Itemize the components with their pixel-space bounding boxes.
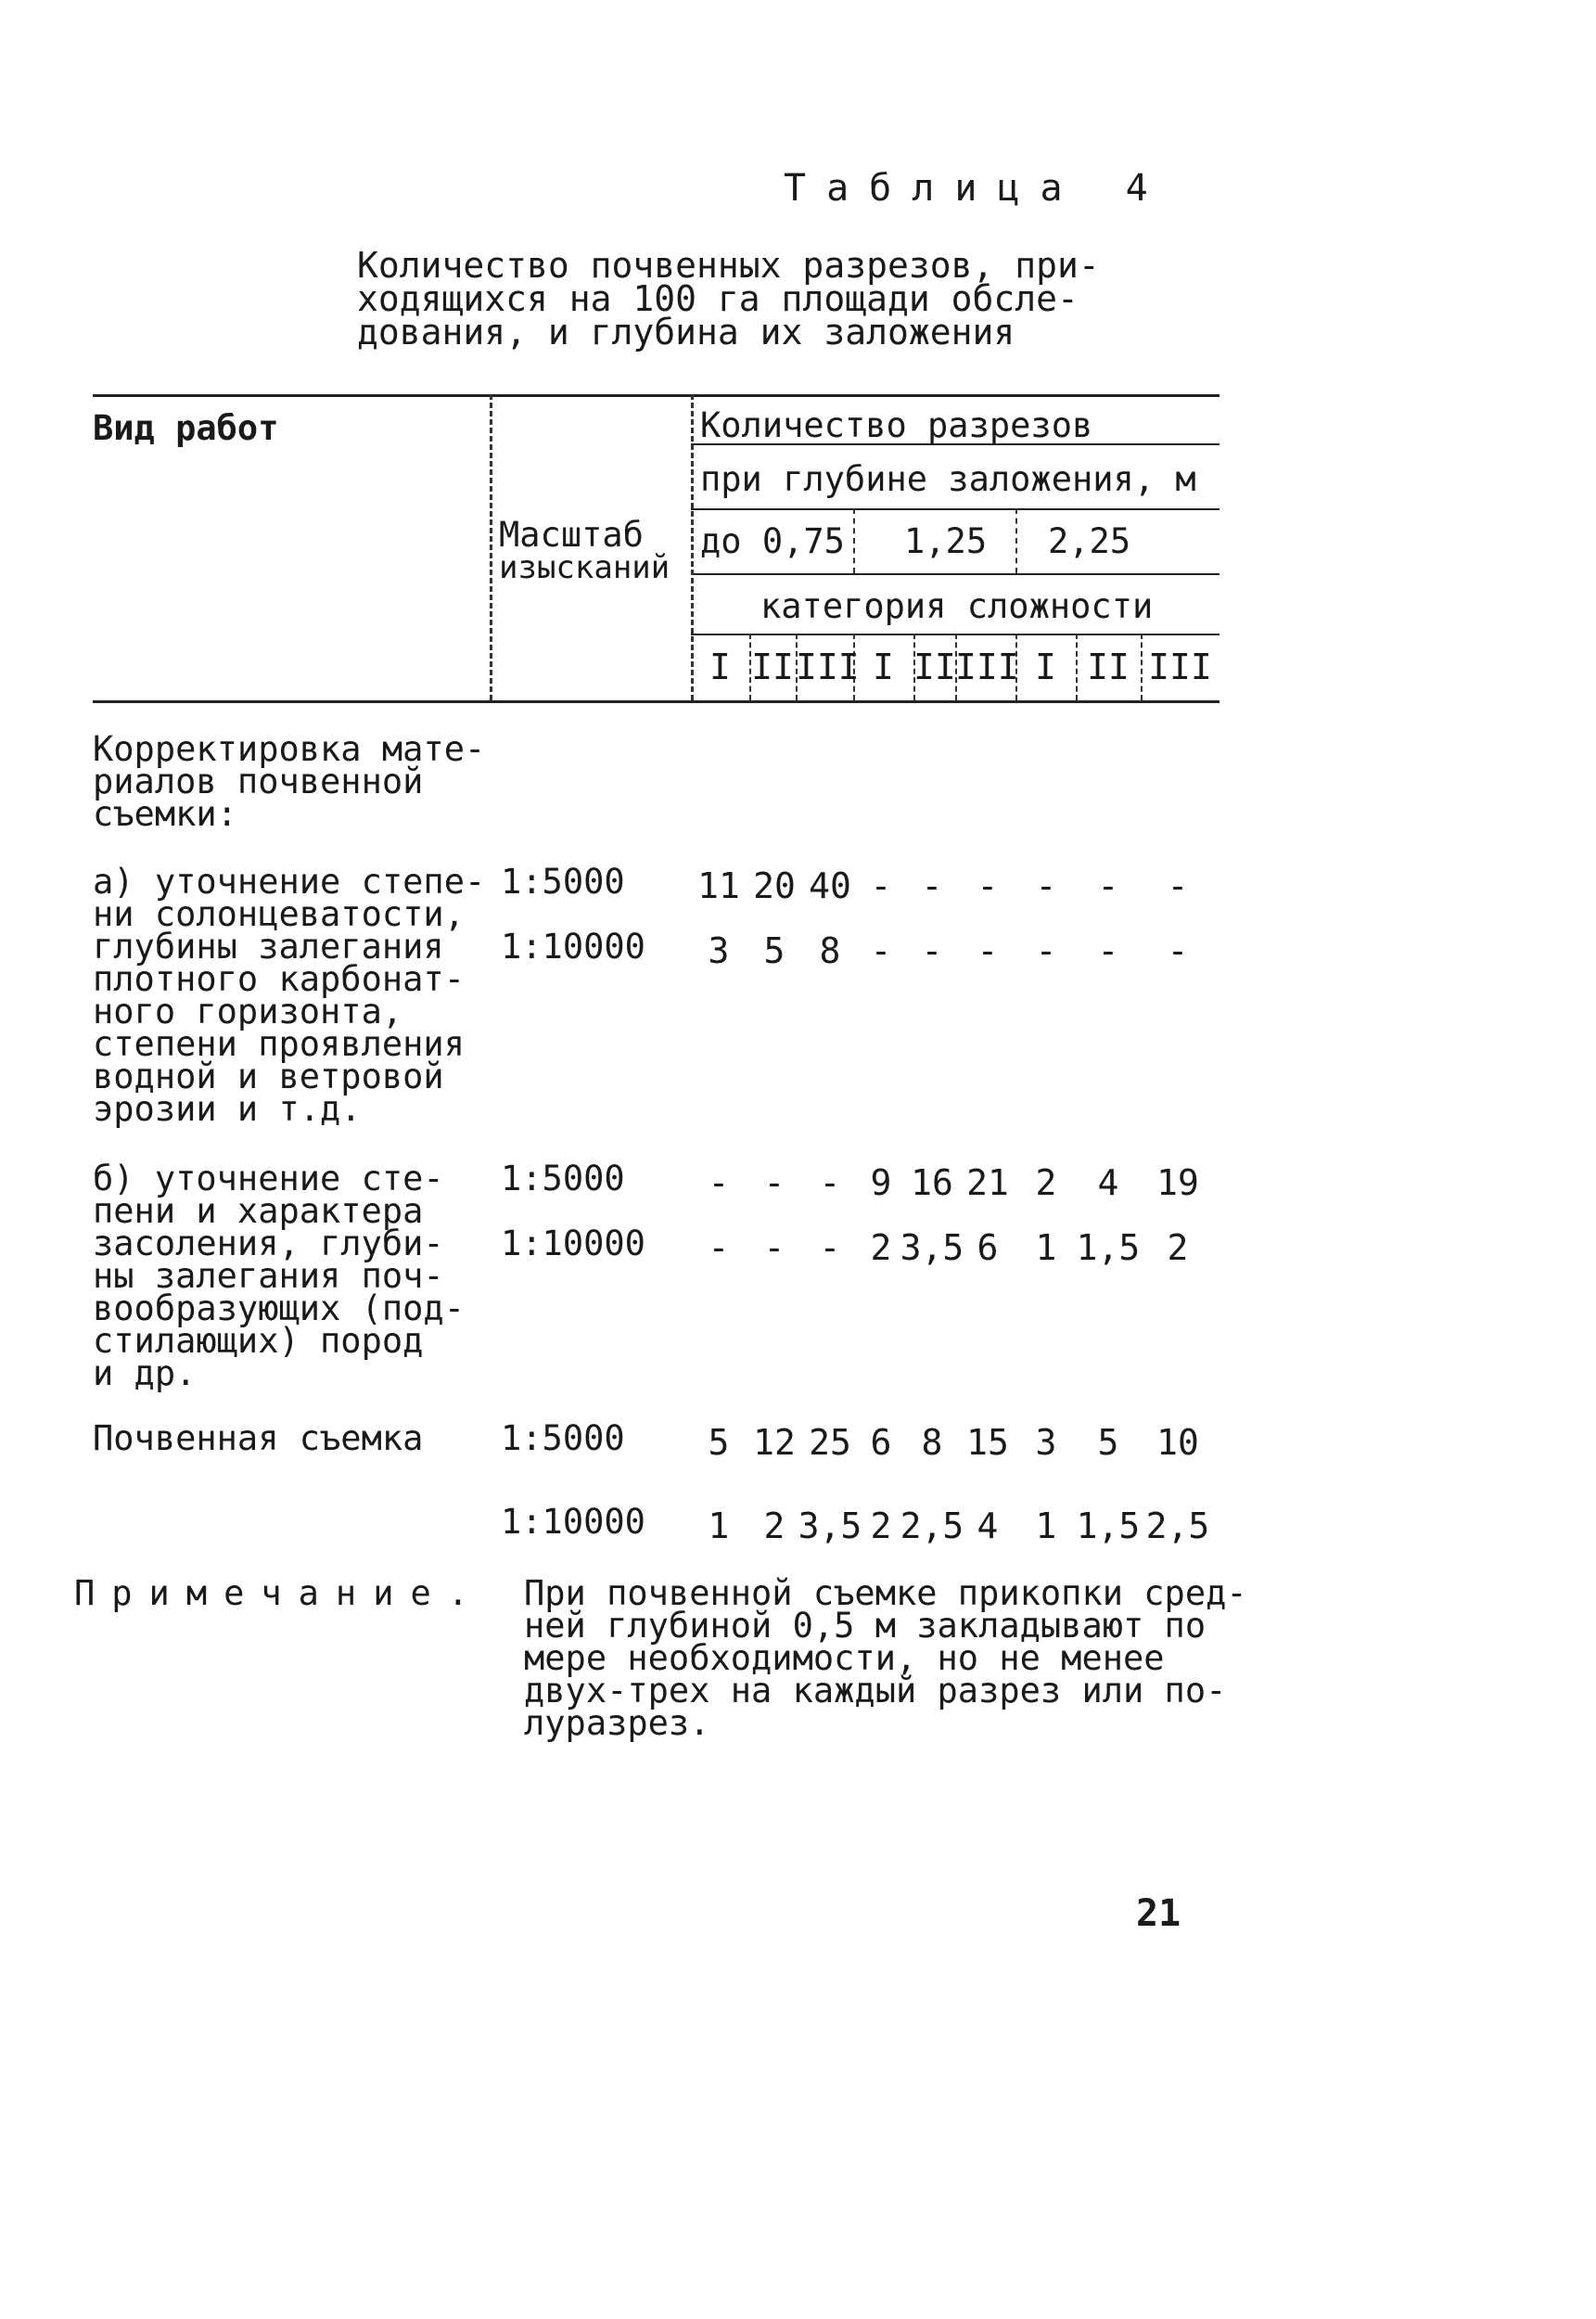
row-a-label-line: степени проявления [93, 1024, 465, 1064]
value-cell: 6 [870, 1422, 892, 1463]
row-b-scale-10000: 1:10000 [501, 1224, 645, 1263]
note-label: Примечание. [74, 1573, 486, 1613]
value-cell: 1 [1035, 1505, 1057, 1546]
value-cell: 3 [708, 930, 730, 971]
value-cell: - [1035, 930, 1057, 971]
row-c-scale-5000: 1:5000 [501, 1418, 625, 1458]
header-depth-1: до 0,75 [700, 521, 845, 561]
row-c-label: Почвенная съемка [93, 1418, 424, 1458]
note-text-line: двух-трех на каждый разрез или по- [524, 1671, 1227, 1710]
row-a-scale-5000: 1:5000 [501, 862, 625, 902]
value-cell: 12 [753, 1422, 796, 1463]
table-title-line-1: Количество почвенных разрезов, при- [357, 245, 1100, 286]
row-b-label-line: вообразующих (под- [93, 1288, 465, 1328]
value-cell: 2,5 [1145, 1505, 1210, 1546]
value-cell: - [763, 1162, 785, 1203]
value-cell: - [1097, 865, 1119, 906]
note-text-line: При почвенной съемке прикопки сред- [524, 1573, 1247, 1613]
value-cell: 2 [1035, 1162, 1057, 1203]
row-a-scale-10000: 1:10000 [501, 927, 645, 967]
category-label: III [955, 647, 1019, 687]
category-label: I [709, 647, 731, 687]
value-cell: 9 [870, 1162, 892, 1203]
note-text-line: ней глубиной 0,5 м закладывают по [524, 1606, 1207, 1646]
value-cell: 8 [921, 1422, 943, 1463]
page-number: 21 [1136, 1892, 1181, 1935]
value-cell: - [1097, 930, 1119, 971]
value-cell: 3 [1035, 1422, 1057, 1463]
value-cell: 2 [1167, 1227, 1189, 1268]
value-cell: 6 [977, 1227, 999, 1268]
row-b-label-line: б) уточнение сте- [93, 1159, 444, 1198]
row-c-scale-10000: 1:10000 [501, 1502, 645, 1542]
value-cell: 4 [1097, 1162, 1119, 1203]
row-a-label-line: водной и ветровой [93, 1057, 444, 1096]
row-a-label-line: глубины залегания [93, 927, 444, 967]
row-a-label-line: эрозии и т.д. [93, 1089, 362, 1129]
row-b-scale-5000: 1:5000 [501, 1159, 625, 1198]
row-a-label-line: ни солонцеватости, [93, 894, 465, 934]
row-b-label-line: и др. [93, 1353, 197, 1393]
value-cell: 2,5 [900, 1505, 964, 1546]
value-cell: - [1167, 865, 1189, 906]
note-text-line: мере необходимости, но не менее [524, 1638, 1165, 1678]
value-cell: 2 [763, 1505, 785, 1546]
column-divider-work [490, 394, 492, 700]
section-title-line: Корректировка мате- [93, 729, 486, 769]
value-cell: 1,5 [1076, 1227, 1141, 1268]
table-title-line-3: дования, и глубина их заложения [357, 312, 1015, 352]
value-cell: - [708, 1227, 730, 1268]
row-a-label-line: а) уточнение степе- [93, 862, 486, 902]
value-cell: - [1035, 865, 1057, 906]
value-cell: 40 [809, 865, 851, 906]
value-cell: 25 [809, 1422, 851, 1463]
header-scale-line-1: Масштаб [499, 515, 644, 555]
category-label: II [751, 647, 794, 687]
row-b-label-line: пени и характера [93, 1191, 424, 1231]
value-cell: 10 [1156, 1422, 1199, 1463]
value-cell: - [921, 865, 943, 906]
value-cell: 3,5 [900, 1227, 964, 1268]
value-cell: 3,5 [798, 1505, 862, 1546]
row-b-label-line: засоления, глуби- [93, 1224, 444, 1263]
header-depth-3: 2,25 [1048, 521, 1131, 561]
value-cell: 16 [911, 1162, 953, 1203]
value-cell: 8 [819, 930, 841, 971]
header-count: Количество разрезов [700, 405, 1093, 445]
value-cell: 20 [753, 865, 796, 906]
value-cell: 1,5 [1076, 1505, 1141, 1546]
category-label: II [1087, 647, 1130, 687]
value-cell: 11 [697, 865, 740, 906]
note-text-line: луразрез. [524, 1703, 710, 1743]
table-title-line-2: ходящихся на 100 га площади обсле- [357, 278, 1079, 319]
value-cell: 1 [1035, 1227, 1057, 1268]
value-cell: 21 [966, 1162, 1009, 1203]
column-divider-depth-2 [1015, 508, 1017, 573]
value-cell: 1 [708, 1505, 730, 1546]
value-cell: - [921, 930, 943, 971]
header-work-type: Вид работ [93, 408, 279, 448]
row-a-label-line: плотного карбонат- [93, 959, 465, 999]
value-cell: - [708, 1162, 730, 1203]
value-cell: 5 [763, 930, 785, 971]
value-cell: - [819, 1162, 841, 1203]
column-divider-depth-1 [853, 508, 855, 573]
header-complexity: категория сложности [760, 586, 1154, 626]
header-depth-2: 1,25 [904, 521, 988, 561]
row-a-label-line: ного горизонта, [93, 992, 403, 1031]
table-caption: Таблица 4 [784, 167, 1168, 210]
value-cell: 5 [1097, 1422, 1119, 1463]
header-bottom-rule [93, 700, 1219, 703]
value-cell: - [819, 1227, 841, 1268]
value-cell: 2 [870, 1505, 892, 1546]
value-cell: - [763, 1227, 785, 1268]
header-top-rule [93, 394, 1219, 397]
header-depth: при глубине заложения, м [700, 459, 1196, 499]
value-cell: 19 [1156, 1162, 1199, 1203]
value-cell: - [870, 865, 892, 906]
value-cell: 15 [966, 1422, 1009, 1463]
row-b-label-line: ны залегания поч- [93, 1256, 444, 1296]
value-cell: - [870, 930, 892, 971]
value-cell: 5 [708, 1422, 730, 1463]
section-title-line: съемки: [93, 794, 237, 834]
category-label: I [873, 647, 894, 687]
row-b-label-line: стилающих) пород [93, 1321, 424, 1361]
header-rule-depth [691, 508, 1219, 510]
section-title-line: риалов почвенной [93, 762, 424, 801]
category-label: I [1035, 647, 1056, 687]
value-cell: - [977, 865, 999, 906]
value-cell: - [977, 930, 999, 971]
header-rule-depths [691, 573, 1219, 575]
value-cell: - [1167, 930, 1189, 971]
category-label: II [913, 647, 956, 687]
value-cell: 2 [870, 1227, 892, 1268]
value-cell: 4 [977, 1505, 999, 1546]
category-label: III [1148, 647, 1212, 687]
header-scale-line-2: изысканий [499, 549, 670, 586]
category-label: III [796, 647, 860, 687]
